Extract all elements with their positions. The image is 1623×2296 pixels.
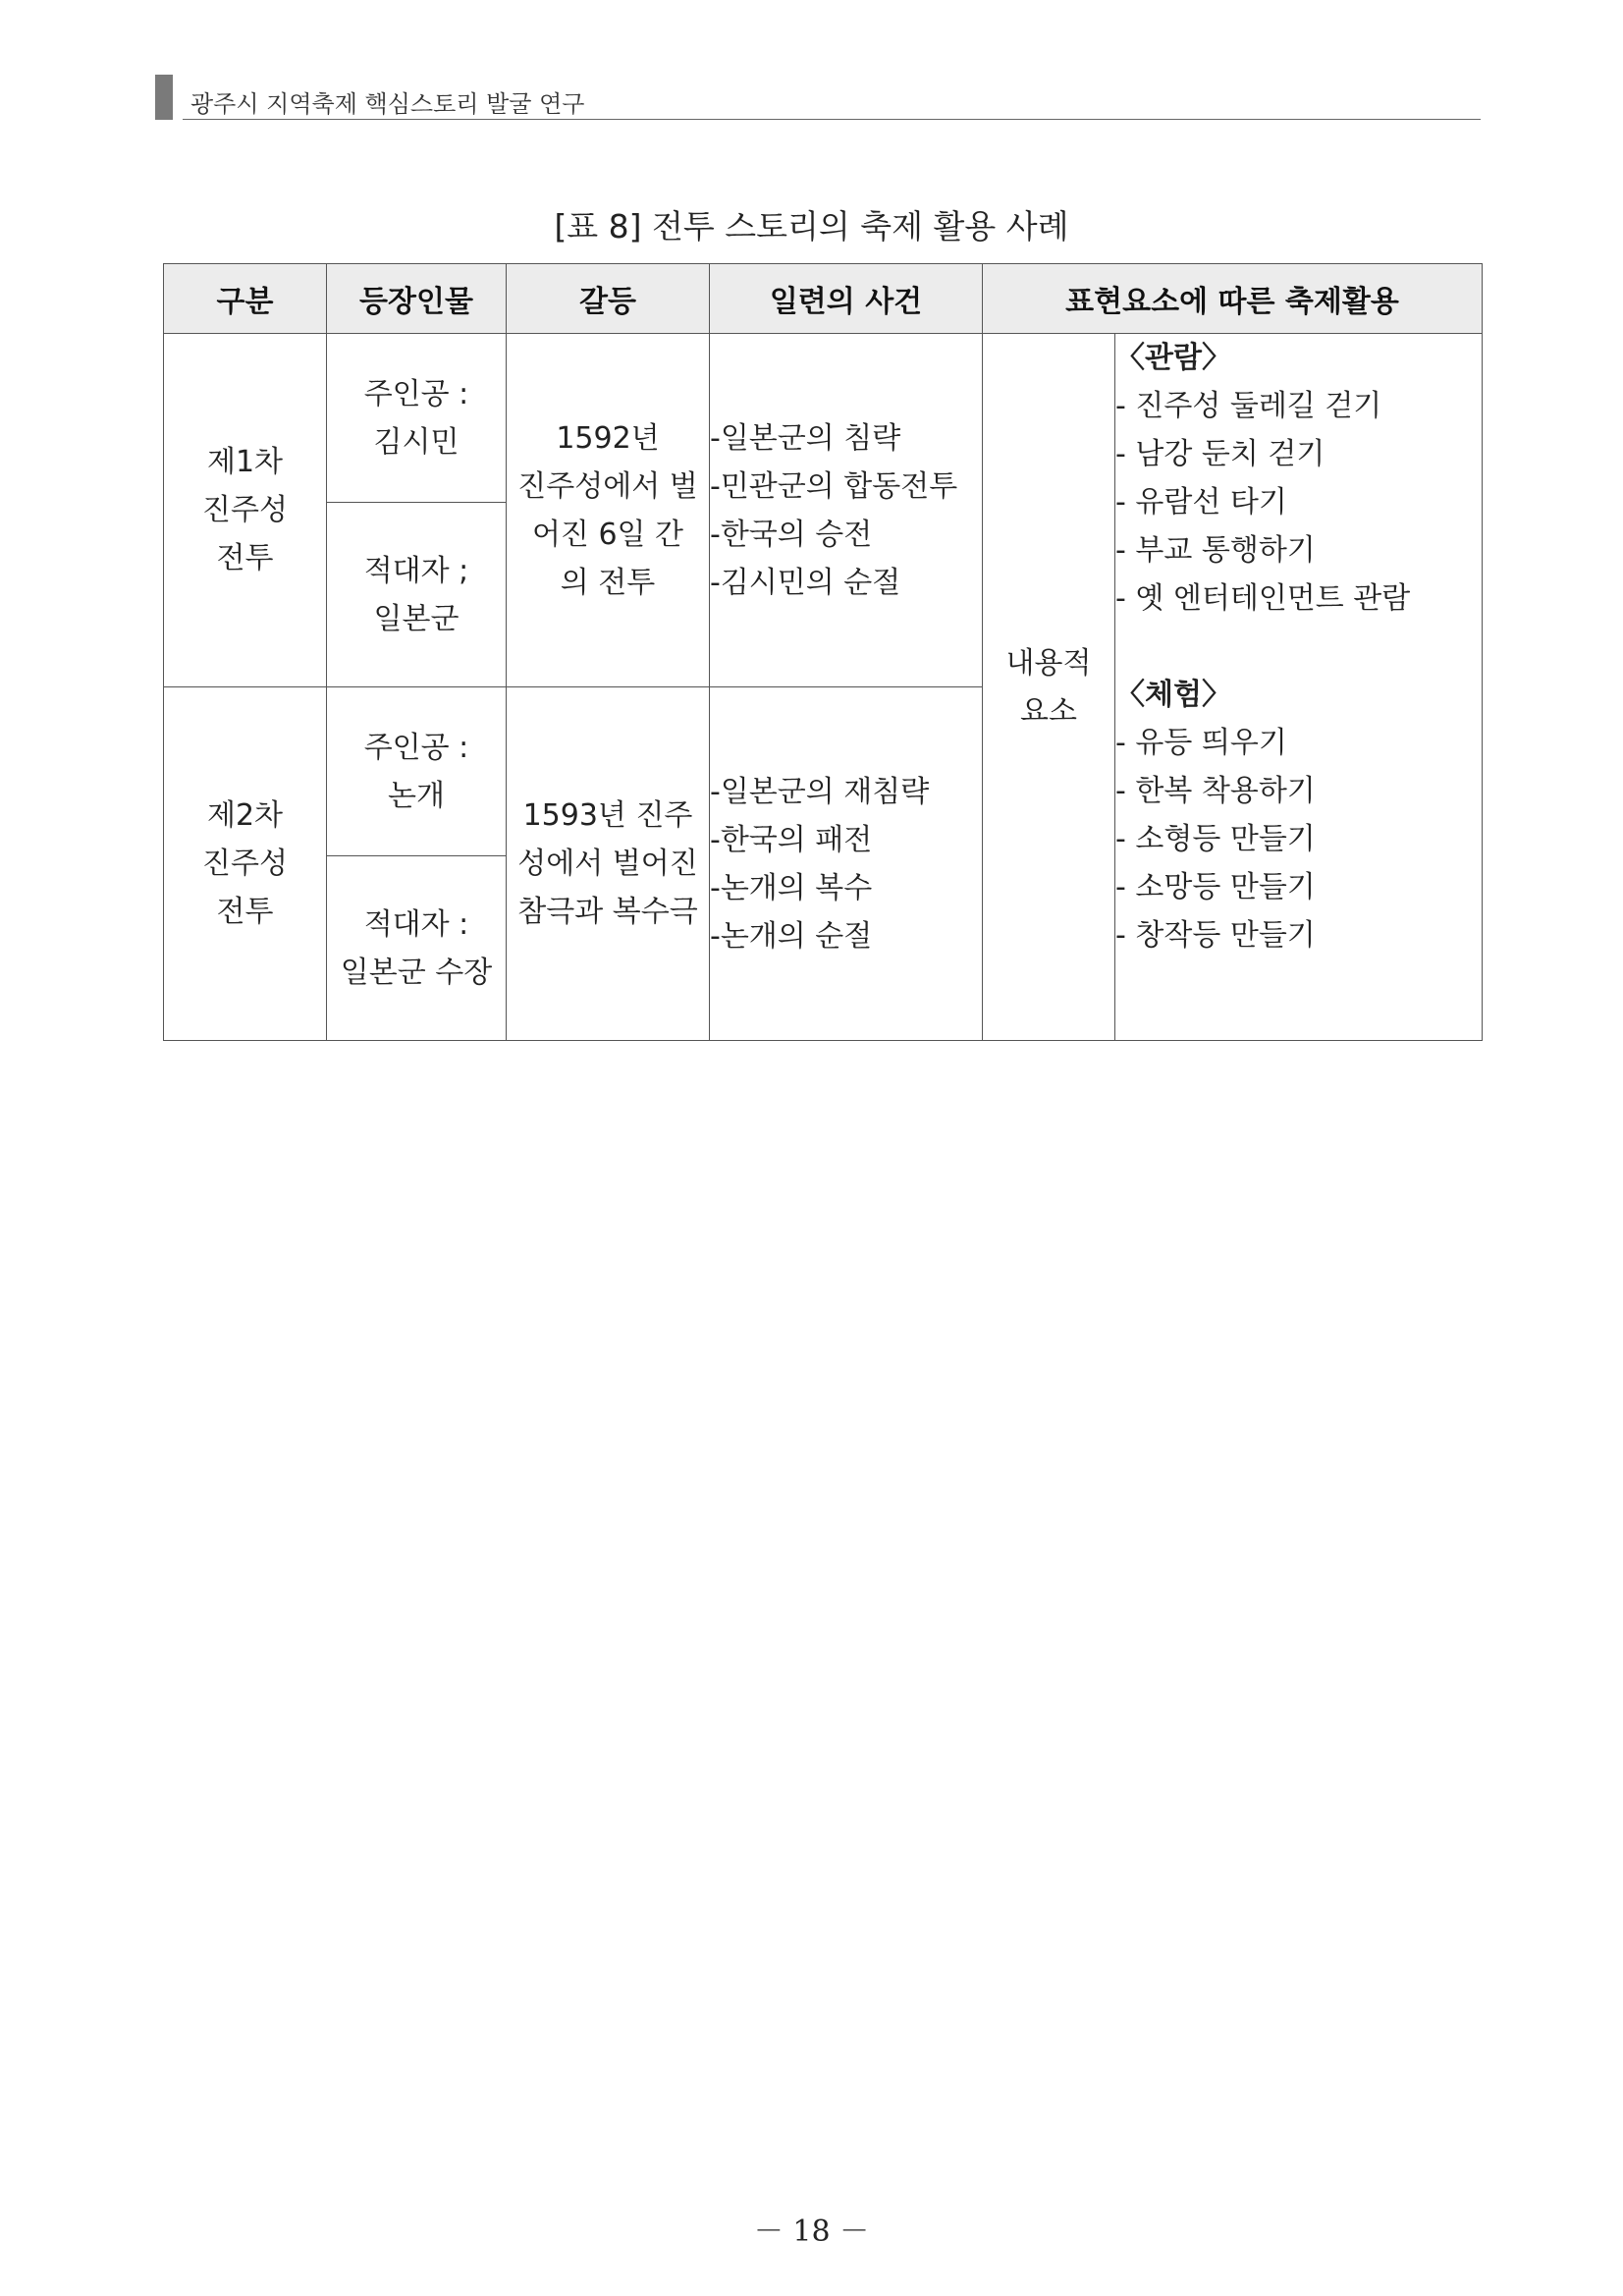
- protagonist-cell: [327, 687, 507, 856]
- antagonist-cell: [327, 503, 507, 687]
- conflict-cell: [507, 687, 710, 1041]
- column-header-festival-usage: 표현요소에 따른 축제활용: [983, 264, 1483, 334]
- antagonist-cell: [327, 856, 507, 1041]
- activity-item: - 소망등 만들기: [1115, 870, 1316, 904]
- element-type-text: 내용적 요소: [1005, 645, 1092, 729]
- events-cell: [710, 687, 983, 1041]
- activity-item: - 유람선 타기: [1115, 485, 1287, 519]
- column-header-category: 구분: [164, 264, 327, 334]
- activity-item: - 소형등 만들기: [1115, 822, 1316, 856]
- header-rule: [183, 119, 1481, 120]
- antagonist-text: 적대자 : 일본군 수장: [340, 906, 493, 990]
- protagonist-text: 주인공 : 논개: [363, 730, 469, 813]
- group-spacer: [1115, 623, 1482, 671]
- category-cell: [164, 687, 327, 1041]
- running-header: 광주시 지역축제 핵심스토리 발굴 연구: [190, 90, 585, 118]
- header-accent-bar: [155, 75, 173, 120]
- column-header-conflict: 갈등: [507, 264, 710, 334]
- activity-item: - 부교 통행하기: [1115, 533, 1316, 568]
- activity-item: - 진주성 둘레길 걷기: [1115, 389, 1382, 423]
- antagonist-text: 적대자 ; 일본군: [363, 553, 469, 636]
- event-item: -일본군의 재침략: [710, 774, 930, 809]
- viewing-group-title: 〈관람〉: [1115, 341, 1231, 375]
- protagonist-text: 주인공 : 김시민: [363, 376, 469, 460]
- event-item: -논개의 순절: [710, 918, 873, 954]
- event-item: -논개의 복수: [710, 870, 873, 905]
- category-text: 제2차 진주성 전투: [202, 798, 288, 929]
- table-row: [164, 334, 1483, 503]
- category-text: 제1차 진주성 전투: [202, 445, 288, 575]
- event-item: -민관군의 합동전투: [710, 468, 958, 504]
- conflict-text: 1593년 진주 성에서 벌어진 참극과 복수극: [517, 798, 698, 929]
- activity-item: - 창작등 만들기: [1115, 918, 1316, 953]
- events-cell: [710, 334, 983, 687]
- element-type-cell: [983, 334, 1115, 1041]
- festival-activity-cell: [1115, 334, 1483, 1041]
- activity-item: - 유등 띄우기: [1115, 726, 1287, 760]
- category-cell: [164, 334, 327, 687]
- conflict-cell: [507, 334, 710, 687]
- event-item: -한국의 패전: [710, 822, 873, 857]
- activity-item: - 한복 착용하기: [1115, 774, 1316, 808]
- column-header-characters: 등장인물: [327, 264, 507, 334]
- table-header-row: [164, 264, 1483, 334]
- event-item: -김시민의 순절: [710, 565, 901, 600]
- festival-usage-table: [163, 263, 1483, 1041]
- activity-item: - 남강 둔치 걷기: [1115, 437, 1325, 471]
- column-header-events: 일련의 사건: [710, 264, 983, 334]
- page-number: － 18 －: [753, 2214, 870, 2249]
- activity-item: - 옛 엔터테인먼트 관람: [1115, 581, 1411, 616]
- table-caption: [표 8] 전투 스토리의 축제 활용 사례: [554, 207, 1069, 246]
- event-item: -일본군의 침략: [710, 420, 901, 456]
- experience-group-title: 〈체험〉: [1115, 678, 1231, 712]
- conflict-text: 1592년 진주성에서 벌 어진 6일 간 의 전투: [517, 420, 698, 600]
- protagonist-cell: [327, 334, 507, 503]
- event-item: -한국의 승전: [710, 517, 873, 552]
